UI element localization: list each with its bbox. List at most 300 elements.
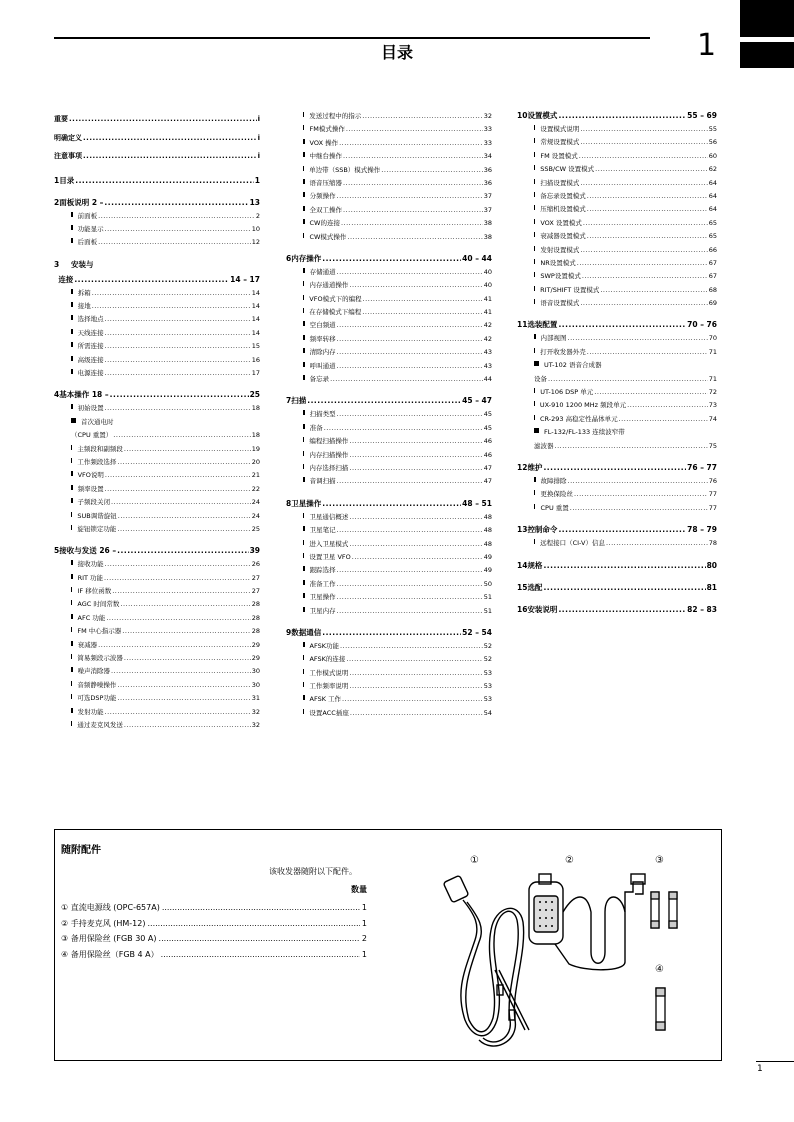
bullet-square-icon <box>71 225 73 230</box>
bullet-square-icon <box>71 587 72 592</box>
toc-entry-label: FL-132/FL-133 连续波窄带 <box>544 428 625 437</box>
toc-entry <box>286 231 492 244</box>
toc-entry <box>517 426 717 439</box>
bullet-square-icon <box>303 308 304 313</box>
toc-chapter-entry <box>286 251 492 266</box>
toc-entry-label: 中继台操作 <box>309 152 342 161</box>
toc-page-number: 62 <box>708 165 717 174</box>
bullet-square-icon <box>303 642 305 647</box>
toc-gap <box>286 489 492 496</box>
toc-leader-dots <box>587 230 708 243</box>
toc-page-number: 33 <box>483 138 492 147</box>
bullet-square-icon <box>71 485 73 490</box>
toc-leader-dots <box>580 297 707 310</box>
toc-leader-dots <box>105 340 251 353</box>
toc-page-number: 49 <box>483 566 492 575</box>
toc-entry-label: 备忘录设置模式 <box>540 191 586 200</box>
bullet-square-icon <box>303 179 305 184</box>
toc-entry-label: 扫描 <box>291 396 307 406</box>
toc-chapter-number: 15 <box>517 582 528 592</box>
toc-entry <box>517 257 717 270</box>
toc-leader-dots <box>105 367 251 380</box>
bullet-square-icon <box>303 464 304 469</box>
toc-leader-dots <box>570 502 708 515</box>
toc-leader-dots <box>349 462 482 475</box>
toc-chapter-entry <box>517 558 717 573</box>
bullet-square-icon <box>71 356 73 361</box>
toc-entry <box>54 598 260 611</box>
bullet-square-icon <box>534 138 535 143</box>
bullet-square-icon <box>303 166 304 171</box>
toc-chapter-number: 11 <box>517 320 528 330</box>
toc-leader-dots <box>627 399 708 412</box>
accessory-label: ① 直流电源线 (OPC-657A) <box>61 903 160 912</box>
toc-page-number: 28 <box>251 600 260 609</box>
toc-leader-dots <box>74 272 229 287</box>
accessories-title: 随附配件 <box>61 845 101 856</box>
toc-entry-label: 噪声消除器 <box>77 667 110 676</box>
toc-chapter-number: 3 <box>54 259 60 269</box>
toc-leader-dots <box>117 692 250 705</box>
accessories-intro: 该收发器随附以下配件。 <box>269 867 357 876</box>
bullet-square-icon <box>71 681 72 686</box>
toc-entry-label: SSB/CW 设置模式 <box>540 165 595 174</box>
toc-entry-label: 设备 <box>534 374 547 383</box>
toc-entry <box>286 190 492 203</box>
toc-chapter-entry <box>517 460 717 475</box>
toc-entry <box>517 270 717 283</box>
toc-entry <box>517 203 717 216</box>
toc-gap <box>517 551 717 558</box>
toc-page-number: i <box>257 152 260 160</box>
toc-page-number: 60 <box>708 151 717 160</box>
toc-entry <box>517 177 717 190</box>
toc-page-number: i <box>257 133 260 142</box>
toc-entry <box>286 578 492 591</box>
toc-page-number: 18 <box>251 431 260 440</box>
toc-leader-dots <box>117 543 248 558</box>
toc-entry <box>54 665 260 678</box>
toc-leader-dots <box>307 393 461 408</box>
bullet-square-icon <box>71 458 72 463</box>
toc-entry-label: 目录 <box>59 175 75 185</box>
toc-page-number: 44 <box>483 375 492 384</box>
toc-entry <box>54 110 260 129</box>
toc-page-number: 25 <box>251 524 260 533</box>
toc-leader-dots <box>111 496 251 509</box>
toc-entry-label: 重要 <box>54 115 68 123</box>
toc-leader-dots <box>105 402 251 415</box>
toc-entry <box>54 300 260 313</box>
toc-leader-dots <box>580 123 707 136</box>
toc-chapter-entry <box>286 393 492 408</box>
toc-entry <box>54 443 260 456</box>
toc-entry-label: 工作模式说明 <box>309 668 349 677</box>
toc-leader-dots <box>337 319 483 332</box>
bullet-square-icon <box>534 179 535 184</box>
bullet-square-icon <box>303 566 305 571</box>
toc-page-number: 53 <box>483 668 492 677</box>
bullet-square-icon <box>303 335 305 340</box>
bullet-square-icon <box>534 361 539 366</box>
bullet-square-icon <box>303 281 304 286</box>
accessory-item <box>61 902 367 918</box>
toc-entry <box>286 435 492 448</box>
toc-gap <box>54 188 260 195</box>
figure-label-2: ② <box>565 855 574 866</box>
toc-page-number: 81 <box>706 582 717 592</box>
toc-page-number: 72 <box>708 388 717 397</box>
toc-entry <box>517 440 717 453</box>
bullet-square-icon <box>534 152 535 157</box>
accessory-leader-dots <box>159 934 360 943</box>
bullet-square-icon <box>303 580 305 585</box>
toc-entry-label: 编程扫描操作 <box>309 437 349 446</box>
quantity-header: 数量 <box>351 885 367 894</box>
toc-entry-label: 选择地点 <box>77 315 104 324</box>
accessory-quantity: 1 <box>361 949 367 959</box>
toc-column-3 <box>517 108 717 617</box>
toc-page-number: 20 <box>251 457 260 466</box>
toc-entry <box>54 236 260 249</box>
toc-entry <box>54 456 260 469</box>
toc-chapter-number: 5 <box>54 546 60 556</box>
toc-entry <box>286 110 492 123</box>
toc-entry-label: 接地 <box>77 302 91 311</box>
toc-page-number: 45 – 47 <box>462 396 492 406</box>
bullet-square-icon <box>71 289 73 294</box>
toc-entry-label: NR设置模式 <box>540 258 576 267</box>
bullet-square-icon <box>303 513 304 518</box>
toc-leader-dots <box>337 360 483 373</box>
bullet-square-icon <box>303 295 304 300</box>
bullet-square-icon <box>303 219 305 224</box>
toc-entry-label: FM 设置模式 <box>540 151 578 160</box>
toc-page-number: 45 <box>483 423 492 432</box>
toc-entry <box>286 360 492 373</box>
toc-page-number: 55 – 69 <box>687 111 717 120</box>
accessory-leader-dots <box>162 903 360 912</box>
toc-entry <box>517 136 717 149</box>
page-title: 目录 <box>380 43 413 62</box>
toc-entry-label: 安装与 <box>71 259 94 269</box>
toc-chapter-entry <box>517 602 717 617</box>
toc-entry-label: RIT 功能 <box>77 573 104 582</box>
toc-entry <box>54 706 260 719</box>
toc-entry <box>286 137 492 150</box>
toc-entry <box>54 287 260 300</box>
toc-leader-dots <box>363 293 483 306</box>
toc-leader-dots <box>606 537 708 550</box>
toc-gap <box>286 386 492 393</box>
toc-entry <box>286 123 492 136</box>
toc-leader-dots <box>340 640 483 653</box>
toc-entry-label: AFSK功能 <box>309 641 339 650</box>
toc-page-number: 12 <box>251 238 260 247</box>
toc-leader-dots <box>83 147 257 166</box>
toc-leader-dots <box>105 469 251 482</box>
toc-entry-label: 故障排除 <box>540 476 567 485</box>
toc-entry <box>54 639 260 652</box>
toc-entry-label: 发送过程中的指示 <box>309 112 362 120</box>
toc-entry <box>517 413 717 426</box>
toc-entry-label: 选装配置 <box>527 320 558 330</box>
toc-leader-dots <box>587 203 708 216</box>
toc-entry-label: 高级连接 <box>77 355 104 364</box>
toc-leader-dots <box>349 680 482 693</box>
toc-entry <box>54 523 260 536</box>
figure-label-1: ① <box>470 855 479 866</box>
toc-entry <box>286 150 492 163</box>
toc-page-number: 67 <box>708 258 717 267</box>
toc-entry-label: 音调扫描 <box>309 477 336 486</box>
toc-page-number: 45 <box>483 410 492 419</box>
toc-entry-label: 工作频段选择 <box>77 457 117 466</box>
toc-entry <box>54 367 260 380</box>
toc-leader-dots <box>106 612 250 625</box>
bullet-square-icon <box>71 329 73 334</box>
toc-entry-label: 可选DSP功能 <box>77 694 117 703</box>
toc-entry-label: 卫星操作 <box>291 498 322 508</box>
bullet-square-icon <box>71 418 76 423</box>
toc-entry-label: 全双工操作 <box>309 205 342 214</box>
toc-gap <box>54 536 260 543</box>
toc-entry-label: 连接 <box>58 274 74 284</box>
toc-leader-dots <box>322 496 461 511</box>
toc-entry <box>54 416 260 429</box>
toc-page-number: 19 <box>251 444 260 453</box>
toc-entry <box>54 625 260 638</box>
toc-entry-label: CW的连接 <box>309 219 340 228</box>
toc-entry-label: 进入卫星模式 <box>309 539 349 548</box>
bullet-square-icon <box>303 375 305 380</box>
toc-leader-dots <box>582 270 708 283</box>
toc-entry-label: 选配 <box>527 582 543 592</box>
toc-chapter-number: 2 <box>54 197 60 207</box>
toc-leader-dots <box>337 266 483 279</box>
toc-entry <box>54 313 260 326</box>
toc-entry-label: AFSK 工作 <box>309 695 342 704</box>
toc-leader-dots <box>349 667 482 680</box>
toc-entry <box>286 564 492 577</box>
toc-entry-label: 在存储模式下编程 <box>309 308 362 317</box>
toc-gap <box>54 380 260 387</box>
bullet-square-icon <box>534 539 535 544</box>
toc-entry <box>286 693 492 706</box>
toc-entry <box>286 266 492 279</box>
toc-page-number: 71 <box>708 374 717 383</box>
bullet-square-icon <box>71 471 73 476</box>
toc-page-number: 65 <box>708 218 717 227</box>
toc-leader-dots <box>337 578 483 591</box>
bullet-square-icon <box>71 600 72 605</box>
toc-entry <box>54 510 260 523</box>
fuse-30a-illustration <box>647 888 683 932</box>
hand-microphone-illustration <box>525 872 650 982</box>
toc-gap <box>286 618 492 625</box>
toc-entry-label: 发射功能 <box>77 707 104 716</box>
toc-page-number: 55 <box>708 125 717 133</box>
toc-entry-label: 语音压缩器 <box>309 178 342 187</box>
toc-leader-dots <box>124 719 251 732</box>
toc-entry <box>517 332 717 345</box>
toc-entry <box>517 190 717 203</box>
toc-page-number: 14 – 17 <box>230 274 260 284</box>
bullet-square-icon <box>303 348 305 353</box>
toc-entry-label: 面板说明 2 – <box>59 197 104 207</box>
bullet-square-icon <box>71 667 73 672</box>
toc-entry-label: 更换保险丝 <box>540 490 573 499</box>
toc-entry <box>54 223 260 236</box>
toc-leader-dots <box>337 408 483 421</box>
toc-page-number: 48 <box>483 512 492 521</box>
toc-entry <box>286 591 492 604</box>
bullet-square-icon <box>534 272 535 277</box>
toc-entry <box>286 667 492 680</box>
bullet-square-icon <box>303 410 305 415</box>
toc-page-number: 53 <box>483 682 492 691</box>
toc-page-number: 15 <box>251 342 260 351</box>
toc-entry <box>286 204 492 217</box>
toc-page-number: 32 <box>251 721 260 729</box>
toc-leader-dots <box>362 306 482 319</box>
bullet-square-icon <box>534 286 535 291</box>
bullet-square-icon <box>303 192 305 197</box>
toc-entry-label: 分频操作 <box>309 192 336 201</box>
toc-entry-label: 主频段和副频段 <box>77 444 123 453</box>
toc-chapter-entry <box>54 173 260 188</box>
bullet-square-icon <box>71 404 73 409</box>
header-rule <box>54 37 650 39</box>
toc-entry-label: 注意事项 <box>54 152 82 160</box>
toc-leader-dots <box>381 164 482 177</box>
toc-entry <box>286 475 492 488</box>
toc-entry-label: 频率转移 <box>309 334 336 343</box>
toc-chapter-number: 4 <box>54 390 60 400</box>
toc-leader-dots <box>337 605 483 618</box>
toc-entry-label: 所需连接 <box>77 342 104 351</box>
toc-page-number: 30 <box>251 680 260 689</box>
toc-entry-label: 打开收发器外壳 <box>540 347 586 356</box>
bullet-square-icon <box>71 694 72 699</box>
toc-entry-label: UT-102 语音合成器 <box>544 361 602 370</box>
toc-page-number: 51 <box>483 593 492 602</box>
toc-entry <box>517 150 717 163</box>
toc-page-number: 32 <box>483 112 492 120</box>
toc-page-number: 68 <box>708 285 717 294</box>
toc-chapter-entry <box>517 317 717 332</box>
toc-entry <box>54 612 260 625</box>
chapter-tab-block-lower <box>740 42 794 68</box>
toc-leader-dots <box>105 354 251 367</box>
toc-entry <box>54 147 260 166</box>
toc-entry-label: 内存扫描操作 <box>309 450 349 459</box>
bullet-square-icon <box>71 238 73 243</box>
toc-entry-label: 卫星通信概述 <box>309 512 349 521</box>
toc-leader-dots <box>69 110 257 129</box>
accessory-label: ③ 备用保险丝 (FGB 30 A) <box>61 934 157 943</box>
toc-chapter-number: 14 <box>517 560 528 570</box>
toc-page-number: 18 <box>251 404 260 413</box>
toc-page-number: 22 <box>251 484 260 493</box>
bullet-square-icon <box>534 348 535 353</box>
toc-page-number: 71 <box>708 347 717 356</box>
toc-entry-label: 内存通道操作 <box>309 281 349 290</box>
toc-leader-dots <box>555 440 708 453</box>
bullet-square-icon <box>303 682 304 687</box>
toc-leader-dots <box>587 346 708 359</box>
toc-page-number: 24 <box>251 498 260 507</box>
toc-entry <box>54 572 260 585</box>
toc-page-number: 66 <box>708 245 717 254</box>
toc-entry-label: 衰减器 <box>77 640 98 649</box>
accessory-quantity: 2 <box>361 934 367 943</box>
bullet-square-icon <box>71 525 72 530</box>
accessories-list <box>61 902 367 964</box>
toc-entry-label: 子频段关闭 <box>77 498 110 507</box>
bullet-square-icon <box>534 490 535 495</box>
toc-page-number: 37 <box>483 205 492 214</box>
toc-page-number: 16 <box>251 355 260 364</box>
toc-leader-dots <box>558 522 686 537</box>
toc-entry-label: 旋钮锁定功能 <box>77 524 117 533</box>
toc-leader-dots <box>587 190 708 203</box>
toc-page-number: 41 <box>483 308 492 317</box>
accessory-item <box>61 918 367 934</box>
bullet-square-icon <box>71 574 73 579</box>
toc-gap <box>517 595 717 602</box>
bullet-square-icon <box>71 212 73 217</box>
toc-leader-dots <box>362 110 482 123</box>
toc-page-number: 46 <box>483 450 492 459</box>
toc-entry-label: 设置模式 <box>527 111 558 120</box>
bullet-square-icon <box>71 708 73 713</box>
toc-leader-dots <box>346 653 482 666</box>
toc-entry <box>286 707 492 720</box>
toc-leader-dots <box>574 488 708 501</box>
toc-entry-label: 安装说明 <box>527 604 558 614</box>
toc-leader-dots <box>543 580 705 595</box>
toc-entry <box>54 558 260 571</box>
toc-page-number: 2 <box>255 211 260 220</box>
toc-page-number: 14 <box>251 315 260 324</box>
toc-page-number: 30 <box>251 667 260 676</box>
toc-page-number: 78 <box>708 539 717 548</box>
toc-entry <box>517 386 717 399</box>
toc-entry <box>54 340 260 353</box>
toc-leader-dots <box>105 558 251 571</box>
toc-page-number: 67 <box>708 272 717 281</box>
toc-page-number: 70 <box>708 334 717 343</box>
toc-leader-dots <box>117 456 250 469</box>
toc-leader-dots <box>120 598 250 611</box>
toc-entry <box>286 538 492 551</box>
toc-entry <box>286 605 492 618</box>
bullet-square-icon <box>71 614 73 619</box>
toc-entry-label: 通过麦克风发送 <box>77 721 123 729</box>
toc-leader-dots <box>105 313 251 326</box>
toc-chapter-number: 8 <box>286 498 292 508</box>
toc-page-number: 28 <box>251 627 260 636</box>
toc-entry <box>517 359 717 372</box>
toc-entry <box>286 293 492 306</box>
toc-page-number: 39 <box>249 546 260 556</box>
toc-chapter-number: 16 <box>517 604 528 614</box>
toc-entry-label: 发射设置模式 <box>540 245 580 254</box>
toc-entry-label: 卫星操作 <box>309 593 336 602</box>
toc-page-number: 52 <box>483 655 492 664</box>
toc-leader-dots <box>92 287 251 300</box>
